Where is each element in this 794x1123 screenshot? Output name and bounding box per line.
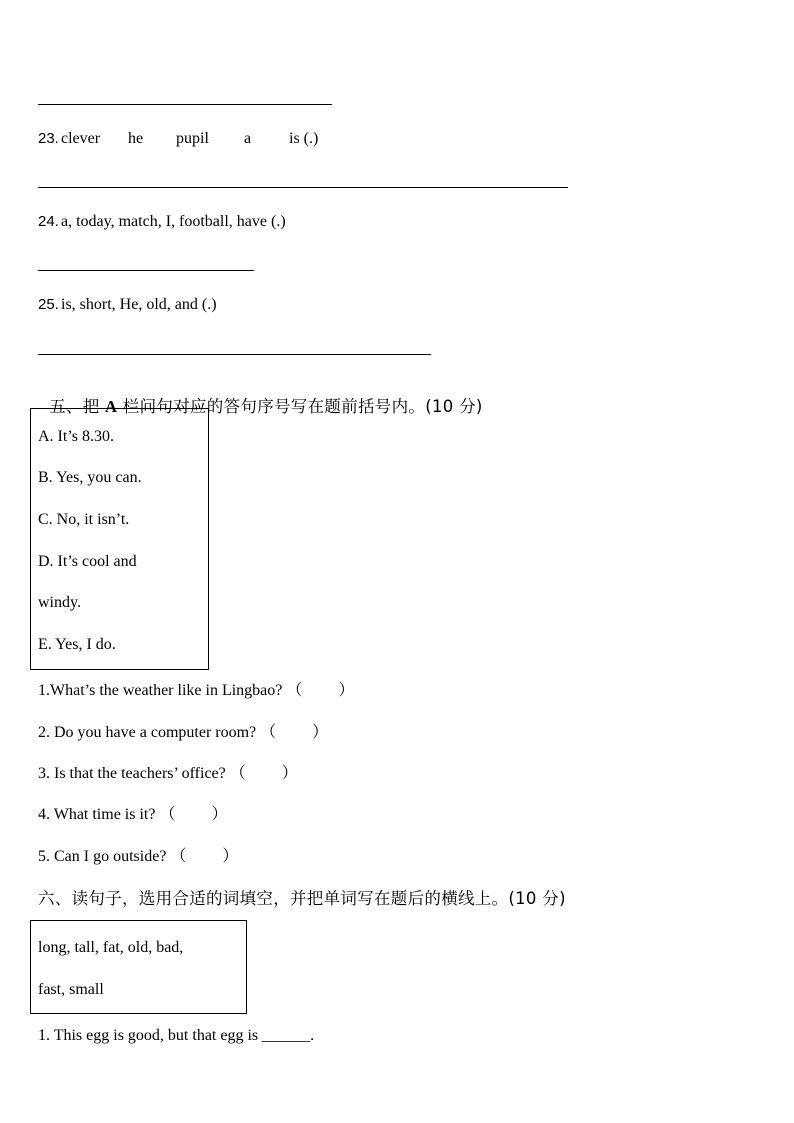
section-5-title-bold: A <box>105 397 118 416</box>
matching-question-4: 4. What time is it? （ ） <box>38 806 228 823</box>
answer-line-25 <box>38 354 431 355</box>
answer-line-24 <box>38 270 254 271</box>
question-23-word-3: pupil <box>176 130 209 147</box>
fill-blank-question-1: 1. This egg is good, but that egg is ______. <box>38 1027 315 1044</box>
question-24-number: 24. <box>38 213 59 230</box>
matching-question-1: 1.What’s the weather like in Lingbao? （ ） <box>38 682 355 699</box>
question-25-text: is, short, He, old, and (.) <box>61 296 217 313</box>
section-5-title-suffix: 栏问句对应的答句序号写在题前括号内。(10 分) <box>117 397 483 416</box>
option-a: A. It’s 8.30. <box>38 428 114 445</box>
question-23-number: 23. <box>38 130 59 147</box>
question-23-word-5: is (.) <box>289 130 319 147</box>
word-bank-box <box>30 920 247 1014</box>
question-23-word-4: a <box>244 130 252 147</box>
option-d-continued: windy. <box>38 594 81 611</box>
question-23-word-2: he <box>128 130 144 147</box>
option-e: E. Yes, I do. <box>38 636 116 653</box>
question-25-number: 25. <box>38 296 59 313</box>
section-5-title-prefix: 五、把 <box>49 397 106 416</box>
matching-question-5: 5. Can I go outside? （ ） <box>38 848 239 865</box>
matching-question-2: 2. Do you have a computer room? （ ） <box>38 724 329 741</box>
matching-question-3: 3. Is that the teachers’ office? （ ） <box>38 765 298 782</box>
word-bank-line-1: long, tall, fat, old, bad, <box>38 939 184 956</box>
word-bank-line-2: fast, small <box>38 981 104 998</box>
question-24-text: a, today, match, I, football, have (.) <box>61 213 286 230</box>
answer-options-box <box>30 408 209 670</box>
answer-line-23 <box>38 187 568 188</box>
question-23-word-1: clever <box>61 130 101 147</box>
section-6-title: 六、读句子，选用合适的词填空，并把单词写在题后的横线上。(10 分) <box>38 889 566 908</box>
option-d: D. It’s cool and <box>38 553 137 570</box>
option-b: B. Yes, you can. <box>38 469 142 486</box>
option-c: C. No, it isn’t. <box>38 511 130 528</box>
answer-line-22 <box>38 104 332 105</box>
